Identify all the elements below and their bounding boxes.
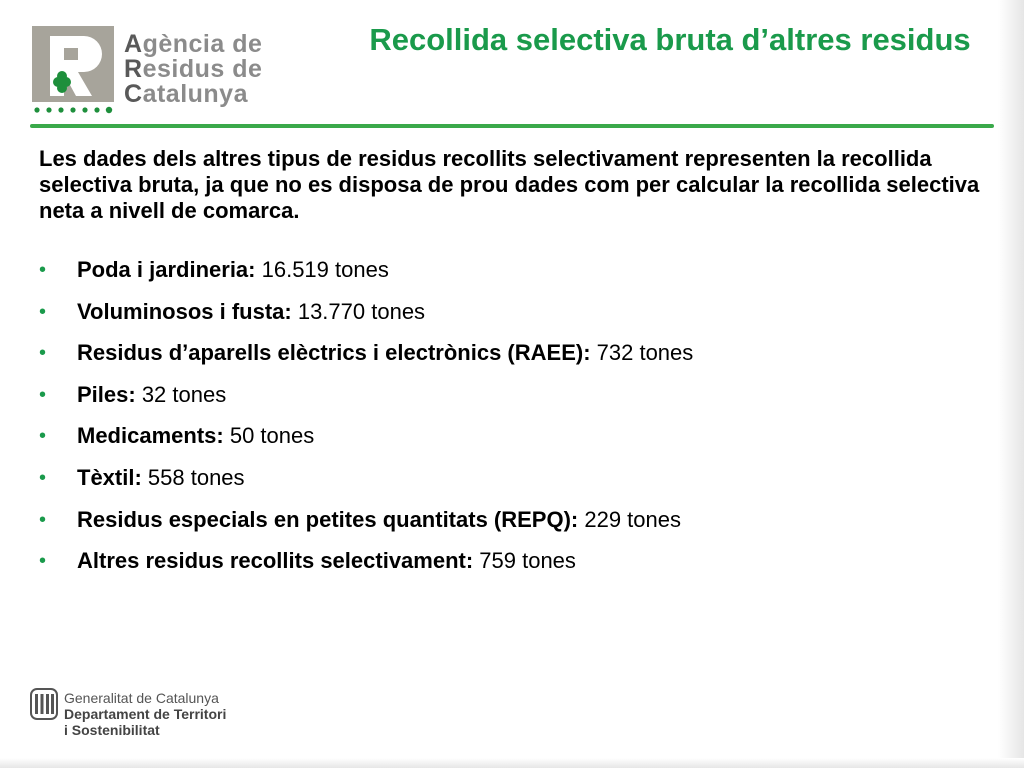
- slide-frame-right: [998, 0, 1024, 768]
- list-item: [39, 381, 989, 423]
- item-value: 16.519 tones: [255, 257, 389, 282]
- agency-logo-line-2: Residus de: [124, 55, 263, 83]
- item-label: Altres residus recollits selectivament:: [77, 548, 474, 574]
- item-label: Residus especials en petites quantitats (REPQ):: [77, 506, 579, 532]
- list-item: [39, 506, 989, 548]
- list-item: [39, 464, 989, 506]
- footer-line-1: Generalitat de Catalunya: [64, 690, 219, 706]
- bullet-icon: •: [39, 300, 47, 323]
- bullet-icon: •: [39, 342, 47, 365]
- waste-list: [39, 256, 989, 589]
- item-label: Residus d’aparells elèctrics i electrònics (RAEE):: [77, 340, 591, 366]
- agency-logo-text: [124, 32, 262, 107]
- page-title: Recollida selectiva bruta d’altres residus: [369, 22, 971, 57]
- title-divider: [30, 124, 994, 128]
- bullet-icon: •: [39, 466, 47, 489]
- list-item: [39, 547, 989, 589]
- item-label: Tèxtil:: [77, 464, 142, 490]
- item-value: 50 tones: [223, 423, 315, 449]
- item-value: 13.770 tones: [291, 298, 426, 324]
- bullet-icon: •: [39, 550, 47, 573]
- list-item: [39, 422, 989, 464]
- agency-logo-mark-icon: [32, 26, 114, 102]
- item-label: Poda i jardineria:: [77, 257, 256, 282]
- bullet-icon: •: [39, 425, 47, 448]
- agency-logo-dots-icon: [33, 106, 117, 114]
- bullet-icon: •: [39, 259, 47, 281]
- item-value: 759 tones: [473, 548, 576, 574]
- footer-line-3: i Sostenibilitat: [64, 722, 160, 738]
- bullet-icon: •: [39, 508, 47, 531]
- list-item: [39, 339, 989, 381]
- item-value: 558 tones: [141, 464, 245, 490]
- generalitat-logo-text: [64, 690, 226, 738]
- list-item: [39, 298, 989, 340]
- item-label: Voluminosos i fusta:: [77, 298, 292, 324]
- intro-paragraph: Les dades dels altres tipus de residus recollits selectivament representen la recollida selectiva bruta, ja que no es disposa de prou dades com per calcular la recollida selectiva neta a nivell de comarca.: [39, 146, 980, 223]
- list-item: [39, 256, 989, 298]
- agency-logo-line-1: Agència de: [124, 30, 263, 58]
- item-label: Piles:: [77, 381, 136, 407]
- item-label: Medicaments:: [77, 423, 224, 449]
- generalitat-logo: [30, 688, 290, 740]
- item-value: 32 tones: [135, 381, 227, 407]
- bullet-icon: •: [39, 383, 47, 406]
- slide-frame-bottom: [0, 758, 1024, 768]
- item-value: 732 tones: [590, 340, 694, 366]
- agency-logo: [30, 24, 280, 120]
- item-value: 229 tones: [578, 506, 681, 532]
- footer-line-2: Departament de Territori: [64, 706, 227, 722]
- agency-logo-line-3: Catalunya: [124, 80, 248, 108]
- generalitat-emblem-icon: [30, 688, 58, 722]
